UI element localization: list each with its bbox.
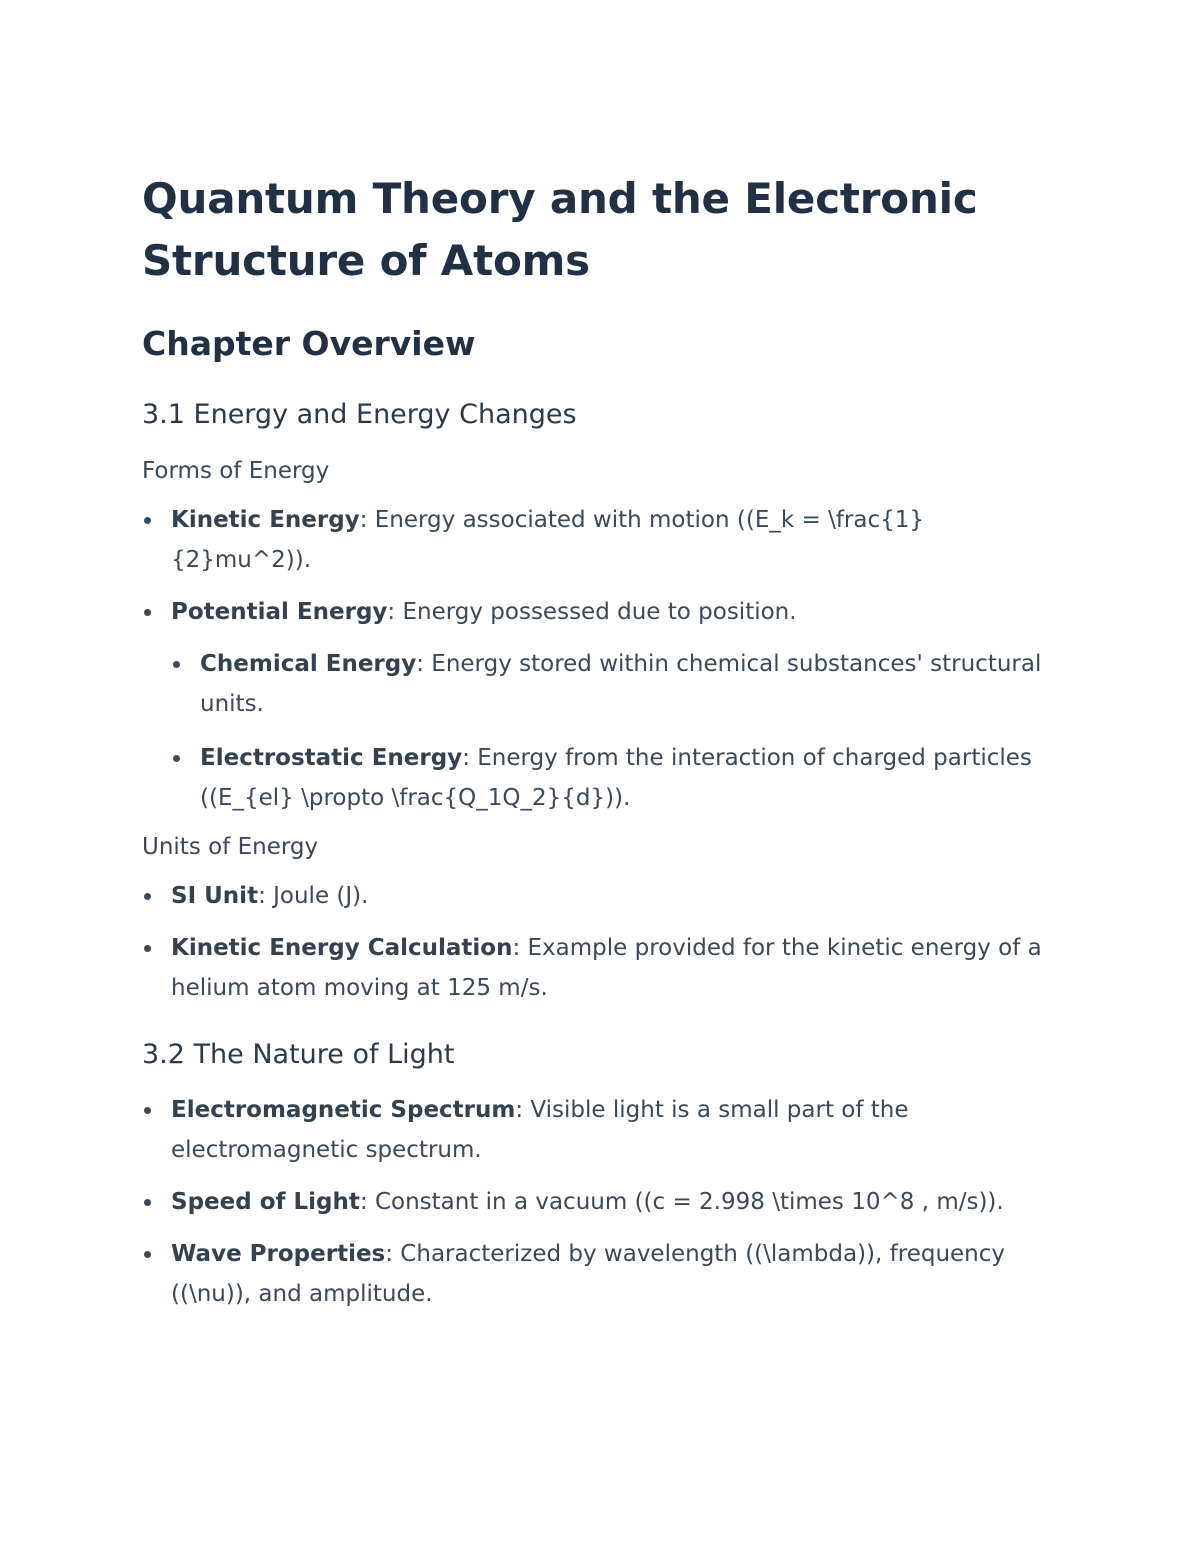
chapter-overview-heading: Chapter Overview (142, 324, 476, 363)
units-of-energy-heading: Units of Energy (142, 834, 319, 860)
term-wave-properties: Wave Properties (171, 1241, 386, 1267)
term-electrostatic-energy: Electrostatic Energy (200, 745, 463, 771)
desc-potential-energy: : Energy possessed due to position. (387, 599, 797, 625)
list-item-electrostatic-energy (171, 738, 1062, 818)
document-title: Quantum Theory and the Electronic Structure of Atoms (142, 174, 978, 285)
desc-si-unit: : Joule (J). (258, 883, 369, 909)
desc-electromagnetic-spectrum: : Visible light is a small part of the electromagnetic spectrum. (171, 1097, 909, 1163)
potential-energy-sublist (171, 644, 1062, 818)
nature-of-light-list (142, 1090, 1062, 1314)
desc-kinetic-energy: : Energy associated with motion ((E_k = \frac{1}{2}mu^2)). (171, 507, 925, 573)
list-item-wave-properties (142, 1234, 1062, 1314)
units-of-energy-list (142, 876, 1062, 1008)
list-item-electromagnetic-spectrum (142, 1090, 1062, 1170)
desc-chemical-energy: : Energy stored within chemical substances' structural units. (200, 651, 1042, 717)
term-kinetic-energy: Kinetic Energy (171, 507, 360, 533)
term-si-unit: SI Unit (171, 883, 259, 909)
list-item-kinetic-energy-calculation (142, 928, 1062, 1008)
term-kinetic-energy-calculation: Kinetic Energy Calculation (171, 935, 513, 961)
desc-kinetic-energy-calculation: : Example provided for the kinetic energy of a helium atom moving at 125 m/s. (171, 935, 1042, 1001)
term-chemical-energy: Chemical Energy (200, 651, 417, 677)
list-item-kinetic-energy (142, 500, 1062, 580)
list-item-speed-of-light (142, 1182, 1062, 1222)
list-item-potential-energy (142, 592, 1062, 818)
term-electromagnetic-spectrum: Electromagnetic Spectrum (171, 1097, 516, 1123)
section-3-2-heading: 3.2 The Nature of Light (142, 1039, 455, 1070)
document-page (142, 168, 1062, 1314)
desc-speed-of-light: : Constant in a vacuum ((c = 2.998 \times 10^8 , m/s)). (359, 1189, 1004, 1215)
term-potential-energy: Potential Energy (171, 599, 388, 625)
list-item-chemical-energy (171, 644, 1062, 724)
section-3-1-heading: 3.1 Energy and Energy Changes (142, 399, 577, 430)
term-speed-of-light: Speed of Light (171, 1189, 360, 1215)
desc-wave-properties: : Characterized by wavelength ((\lambda)), frequency ((\nu)), and amplitude. (171, 1241, 1006, 1307)
list-item-si-unit (142, 876, 1062, 916)
forms-of-energy-list (142, 500, 1062, 818)
desc-electrostatic-energy: : Energy from the interaction of charged particles ((E_{el} \propto \frac{Q_1Q_2}{d})). (200, 745, 1032, 811)
forms-of-energy-heading: Forms of Energy (142, 458, 330, 484)
